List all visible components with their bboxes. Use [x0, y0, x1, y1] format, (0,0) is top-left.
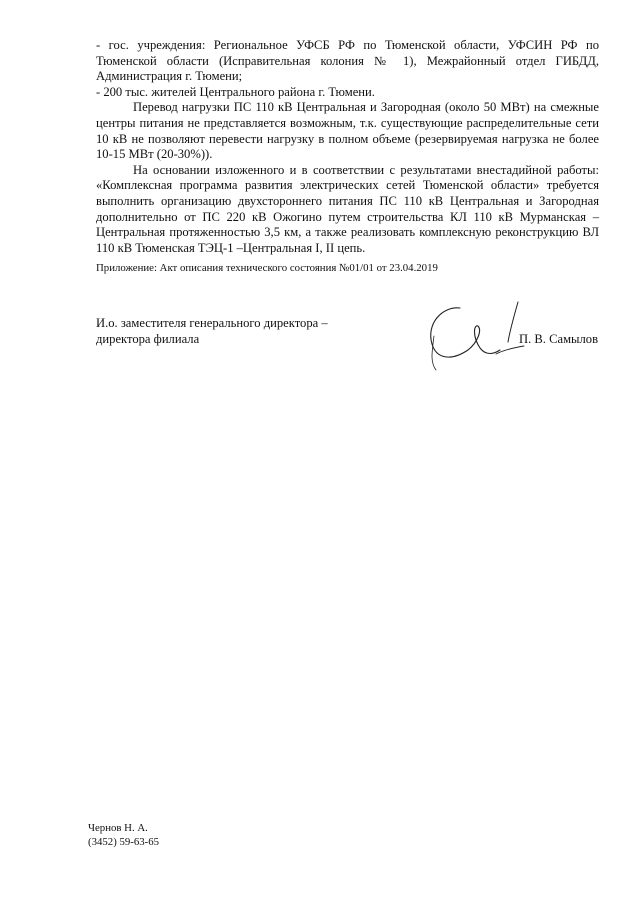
attachment-note: Приложение: Акт описания технического состояния №01/01 от 23.04.2019: [96, 262, 438, 274]
paragraph-conclusion: На основании изложенного и в соответствии с результатами внестадийной работы: «Комплексная программа развития электрических сетей Тюменской области» требуется выполнить организацию двухстороннего питания ПС 110 кВ Центральная и Загородная дополнительно от ПС 220 кВ Ожогино путем строительства КЛ 110 кВ Мурманская – Центральная протяженностью 3,5 км, а также реализовать комплексную реконструкцию ВЛ 110 кВ Тюменская ТЭЦ-1 –Центральная I, II цепь.: [96, 162, 599, 255]
signatory-title-line1: И.о. заместителя генерального директора –: [96, 316, 328, 330]
paragraph-residents: - 200 тыс. жителей Центрального района г. Тюмени.: [96, 84, 375, 99]
paragraph-gov-institutions: - гос. учреждения: Региональное УФСБ РФ по Тюменской области, УФСИН РФ по Тюменской области (Исправительная колония № 1), Межрайонный отдел ГИБДД, Администрация г. Тюмени;: [96, 38, 599, 84]
executor-name: Чернов Н. А.: [88, 822, 148, 834]
signatory-title-line2: директора филиала: [96, 331, 200, 346]
handwritten-signature: [420, 296, 530, 376]
signatory-title: [96, 316, 386, 347]
document-body: [96, 38, 599, 256]
paragraph-load-transfer: Перевод нагрузки ПС 110 кВ Центральная и Загородная (около 50 МВт) на смежные центры питания не представляется возможным, т.к. существующие распределительные сети 10 кВ не позволяют перевести нагрузку в полном объеме (резервируемая нагрузка не более 10-15 МВт (20-30%)).: [96, 100, 599, 162]
executor-phone: (3452) 59-63-65: [88, 836, 160, 848]
executor-block: [88, 821, 159, 849]
signatory-name: П. В. Самылов: [519, 332, 599, 346]
